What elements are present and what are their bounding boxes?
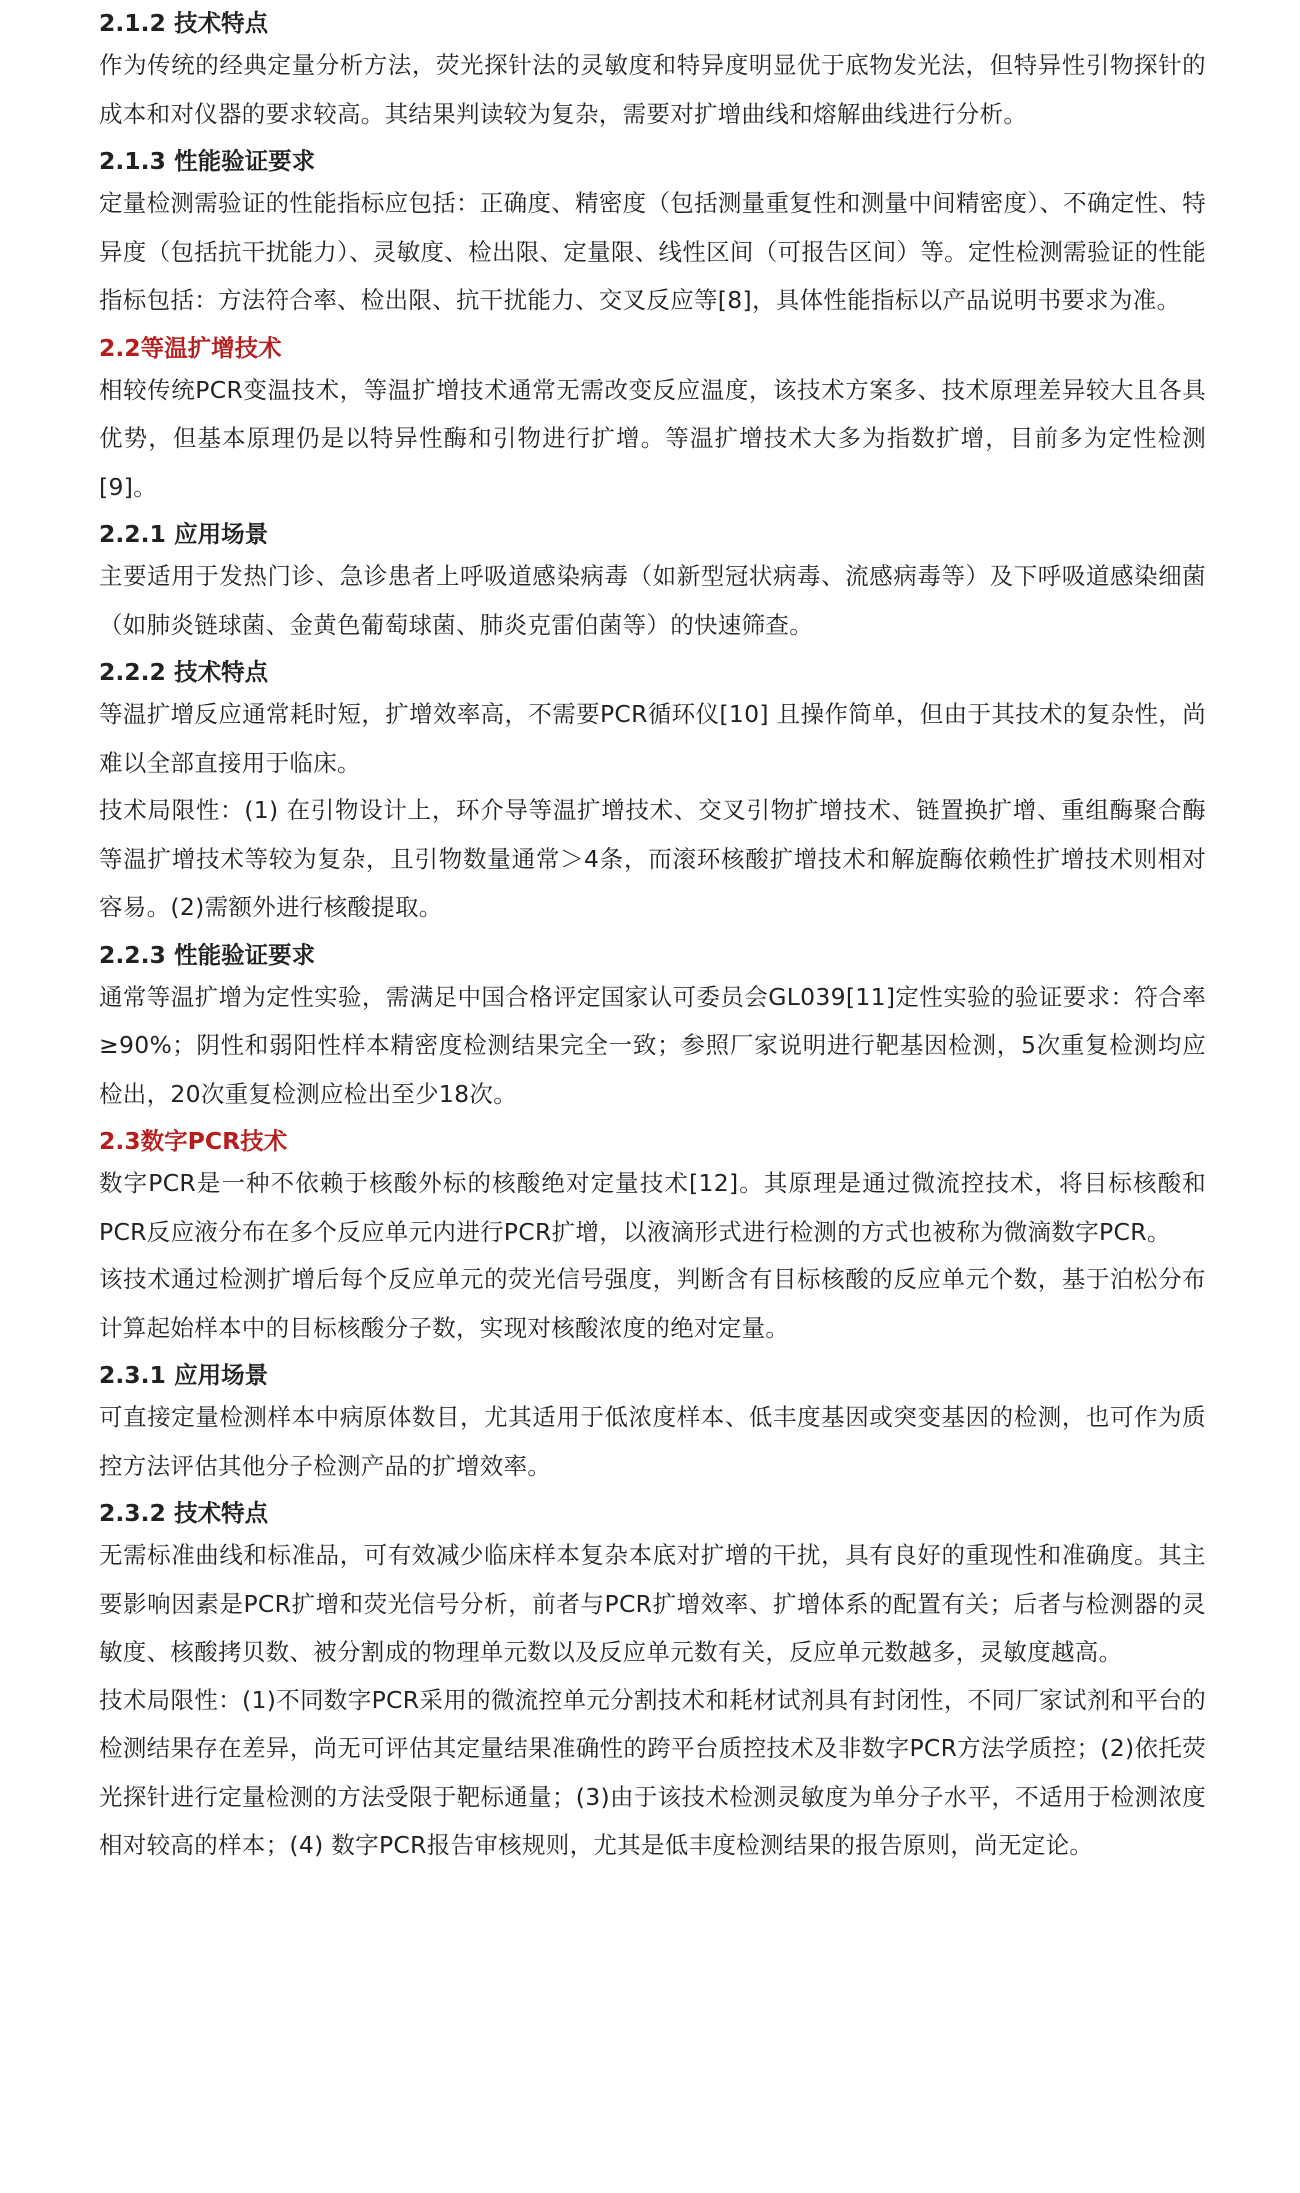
paragraph: 作为传统的经典定量分析方法，荧光探针法的灵敏度和特异度明显优于底物发光法，但特异性引物探针的成本和对仪器的要求较高。其结果判读较为复杂，需要对扩增曲线和熔解曲线进行分析。 [99, 51, 1206, 128]
section-heading-2-2-1: 2.2.1 应用场景 [99, 520, 269, 548]
paragraph: 可直接定量检测样本中病原体数目，尤其适用于低浓度样本、低丰度基因或突变基因的检测，也可作为质控方法评估其他分子检测产品的扩增效率。 [99, 1403, 1206, 1480]
paragraph: 技术局限性：(1)不同数字PCR采用的微流控单元分割技术和耗材试剂具有封闭性，不同厂家试剂和平台的检测结果存在差异，尚无可评估其定量结果准确性的跨平台质控技术及非数字PCR方法学质控；(2)依托荧光探针进行定量检测的方法受限于靶标通量；(3)由于该技术检测灵敏度为单分子水平，不适用于检测浓度相对较高的样本；(4) 数字PCR报告审核规则，尤其是低丰度检测结果的报告原则，尚无定论。 [99, 1685, 1206, 1859]
section-heading-2-3-1: 2.3.1 应用场景 [99, 1361, 269, 1389]
paragraph: 主要适用于发热门诊、急诊患者上呼吸道感染病毒（如新型冠状病毒、流感病毒等）及下呼吸道感染细菌（如肺炎链球菌、金黄色葡萄球菌、肺炎克雷伯菌等）的快速筛查。 [99, 562, 1206, 639]
paragraph: 定量检测需验证的性能指标应包括：正确度、精密度（包括测量重复性和测量中间精密度）、不确定性、特异度（包括抗干扰能力）、灵敏度、检出限、定量限、线性区间（可报告区间）等。定性检测需验证的性能指标包括：方法符合率、检出限、抗干扰能力、交叉反应等[8]，具体性能指标以产品说明书要求为准。 [99, 189, 1206, 314]
paragraph: 数字PCR是一种不依赖于核酸外标的核酸绝对定量技术[12]。其原理是通过微流控技术，将目标核酸和PCR反应液分布在多个反应单元内进行PCR扩增，以液滴形式进行检测的方式也被称为微滴数字PCR。 [99, 1169, 1206, 1246]
paragraph: 等温扩增反应通常耗时短，扩增效率高，不需要PCR循环仪[10] 且操作简单，但由于其技术的复杂性，尚难以全部直接用于临床。 [99, 700, 1206, 777]
section-heading-2-3: 2.3数字PCR技术 [99, 1127, 288, 1155]
section-heading-2-2-2: 2.2.2 技术特点 [99, 658, 269, 686]
paragraph: 无需标准曲线和标准品，可有效减少临床样本复杂本底对扩增的干扰，具有良好的重现性和准确度。其主要影响因素是PCR扩增和荧光信号分析，前者与PCR扩增效率、扩增体系的配置有关；后者与检测器的灵敏度、核酸拷贝数、被分割成的物理单元数以及反应单元数有关，反应单元数越多，灵敏度越高。 [99, 1541, 1206, 1666]
paragraph: 通常等温扩增为定性实验，需满足中国合格评定国家认可委员会GL039[11]定性实验的验证要求：符合率≥90%；阴性和弱阳性样本精密度检测结果完全一致；参照厂家说明进行靶基因检测，5次重复检测均应检出，20次重复检测应检出至少18次。 [99, 982, 1206, 1108]
paragraph: 相较传统PCR变温技术，等温扩增技术通常无需改变反应温度，该技术方案多、技术原理差异较大且各具优势，但基本原理仍是以特异性酶和引物进行扩增。等温扩增技术大多为指数扩增，目前多为定性检测[9]。 [99, 375, 1206, 501]
paragraph: 该技术通过检测扩增后每个反应单元的荧光信号强度，判断含有目标核酸的反应单元个数，基于泊松分布计算起始样本中的目标核酸分子数，实现对核酸浓度的绝对定量。 [99, 1265, 1206, 1342]
paragraph: 技术局限性：(1) 在引物设计上，环介导等温扩增技术、交叉引物扩增技术、链置换扩增、重组酶聚合酶等温扩增技术等较为复杂，且引物数量通常＞4条，而滚环核酸扩增技术和解旋酶依赖性扩增技术则相对容易。(2)需额外进行核酸提取。 [99, 796, 1206, 921]
section-heading-2-1-3: 2.1.3 性能验证要求 [99, 147, 316, 175]
section-heading-2-2: 2.2等温扩增技术 [99, 333, 282, 362]
section-heading-2-3-2: 2.3.2 技术特点 [99, 1499, 269, 1527]
section-heading-2-1-2: 2.1.2 技术特点 [99, 9, 269, 37]
section-heading-2-2-3: 2.2.3 性能验证要求 [99, 940, 316, 969]
